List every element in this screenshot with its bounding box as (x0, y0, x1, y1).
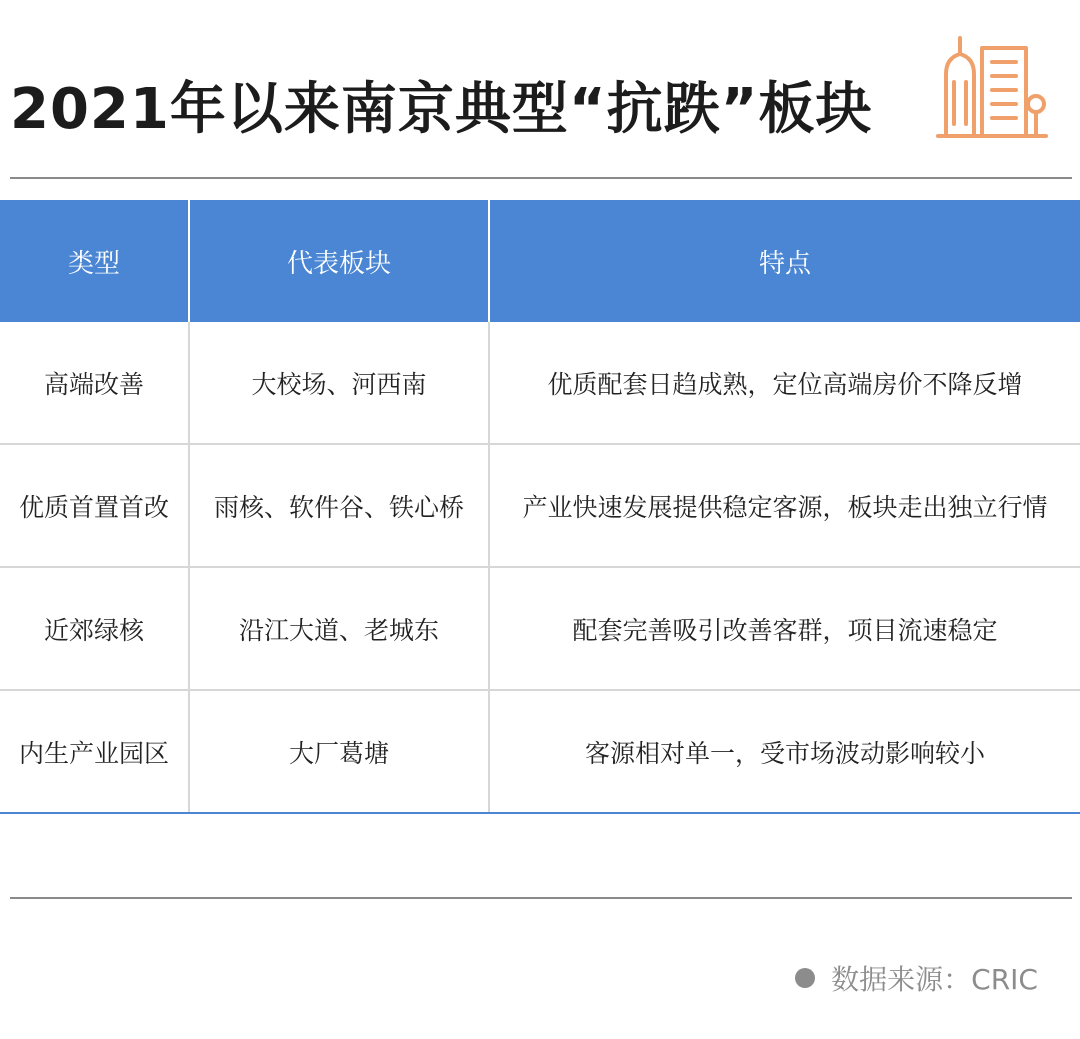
cell-features: 配套完善吸引改善客群，项目流速稳定 (489, 567, 1080, 690)
cell-type: 近郊绿核 (0, 567, 189, 690)
cell-boards: 大厂葛塘 (189, 690, 489, 813)
cell-type: 高端改善 (0, 322, 189, 444)
cell-features: 产业快速发展提供稳定客源，板块走出独立行情 (489, 444, 1080, 567)
cell-boards: 大校场、河西南 (189, 322, 489, 444)
page-title: 2021年以来南京典型“抗跌”板块 (10, 77, 873, 142)
boards-table (0, 200, 1080, 814)
data-source-text: 数据来源：CRIC (831, 963, 1038, 996)
cell-type: 内生产业园区 (0, 690, 189, 813)
table-row (0, 322, 1080, 444)
header-boards: 代表板块 (189, 200, 489, 322)
bottom-divider (10, 897, 1072, 899)
table-row (0, 690, 1080, 813)
top-divider (10, 177, 1072, 179)
dot-icon (795, 968, 815, 988)
cell-boards: 沿江大道、老城东 (189, 567, 489, 690)
table-row (0, 567, 1080, 690)
table-row (0, 444, 1080, 567)
table-header-row (0, 200, 1080, 322)
cell-boards: 雨核、软件谷、铁心桥 (189, 444, 489, 567)
building-icon (936, 30, 1048, 140)
header-type: 类型 (0, 200, 189, 322)
cell-features: 优质配套日趋成熟，定位高端房价不降反增 (547, 369, 1023, 399)
data-source (795, 958, 1038, 998)
cell-type: 优质首置首改 (0, 444, 189, 567)
cell-features: 客源相对单一，受市场波动影响较小 (489, 690, 1080, 813)
header-features: 特点 (489, 200, 1080, 322)
